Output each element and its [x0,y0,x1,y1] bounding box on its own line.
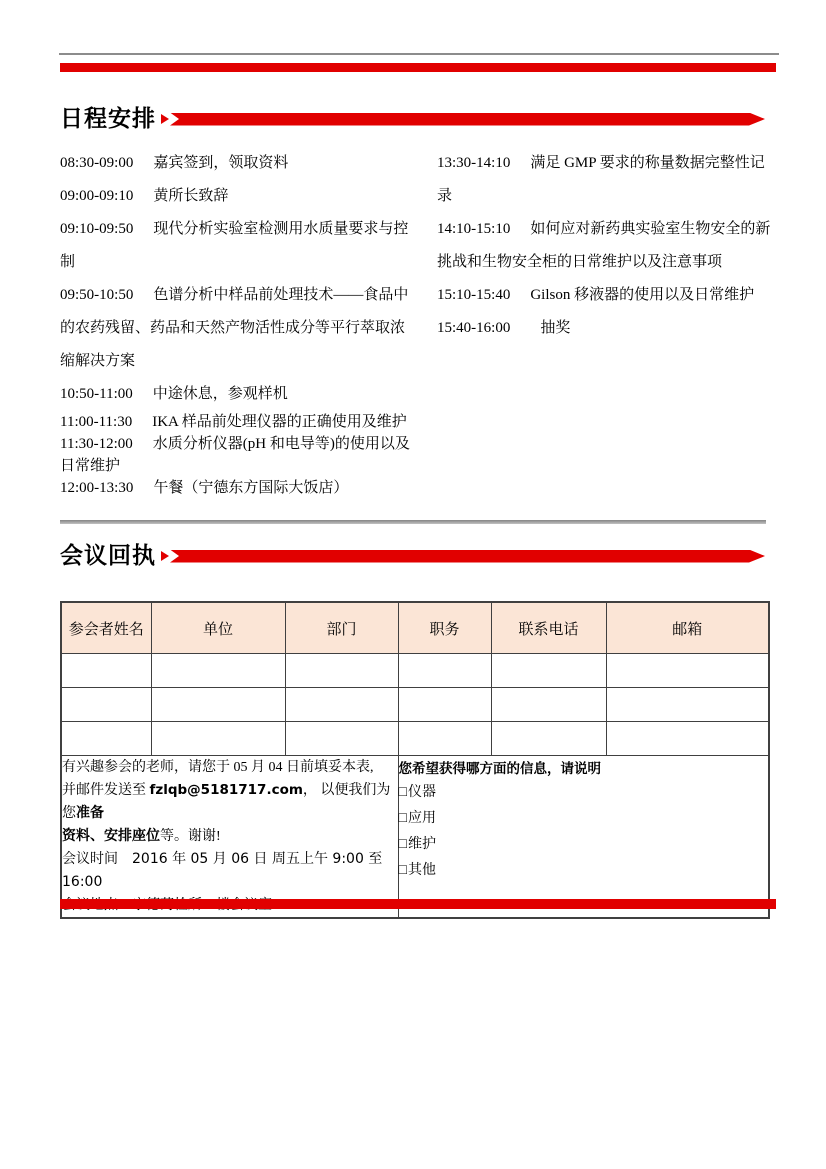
arrow-pennant-icon [161,551,169,561]
empty-input-cell[interactable] [285,654,398,688]
agenda-section-title: 日程安排 [60,106,156,132]
agenda-text: 中途休息，参观样机 [152,386,288,402]
agenda-text: IKA 样品前处理仪器的正确使用及维护 [152,414,407,430]
reply-section-header [60,541,765,571]
agenda-text: 午餐（宁德东方国际大饭店） [153,480,349,496]
note-text-bold: 准备 [76,806,104,821]
agenda-item [60,180,417,213]
note-cell [61,756,398,919]
option-label: 应用 [407,811,436,826]
empty-input-cell[interactable] [606,722,769,756]
empty-input-cell[interactable] [491,688,606,722]
note-text-bold: 资料、安排座位 [62,829,160,844]
agenda-text: 现代分析实验室检测用水质量要求与控制 [60,221,409,270]
column-header-organization: 单位 [151,602,285,654]
agenda-item [60,433,417,477]
empty-input-cell[interactable] [606,688,769,722]
note-text: ， 以便我们为您 [62,783,391,821]
agenda-time: 14:10-15:10 [437,221,511,237]
empty-input-cell[interactable] [151,654,285,688]
agenda-time: 09:00-09:10 [60,188,134,204]
arrow-bar [170,550,765,563]
note-text: 有兴趣参会的老师，请您于 05 月 04 日前填妥本表, [62,760,374,775]
note-text: 并邮件发送至 [62,783,150,798]
option-label: 其他 [407,863,436,878]
empty-input-cell[interactable] [151,688,285,722]
reply-section-title: 会议回执 [60,543,156,569]
table-row [61,654,769,688]
column-header-position: 职务 [398,602,491,654]
checkbox-icon[interactable]: □ [398,785,407,800]
info-request-cell [398,756,769,919]
empty-input-cell[interactable] [61,688,151,722]
empty-input-cell[interactable] [61,722,151,756]
agenda-item [60,411,417,433]
reply-table [60,601,770,919]
bottom-red-bar [60,899,776,909]
agenda-item [437,312,771,345]
agenda-text: 嘉宾签到，领取资料 [153,155,289,171]
empty-input-cell[interactable] [398,654,491,688]
checkbox-icon[interactable]: □ [398,811,407,826]
agenda-text: 色谱分析中样品前处理技术——食品中的农药残留、药品和天然产物活性成分等平行萃取浓缩解决方案 [60,287,409,369]
empty-input-cell[interactable] [151,722,285,756]
top-divider-line [59,53,779,55]
agenda-text: 如何应对新药典实验室生物安全的新挑战和生物安全柜的日常维护以及注意事项 [437,221,771,270]
agenda-time: 08:30-09:00 [60,155,134,171]
option-label: 仪器 [407,785,436,800]
agenda-item [437,279,771,312]
top-red-bar [60,63,776,72]
column-header-email: 邮箱 [606,602,769,654]
agenda-left-column [60,147,417,499]
table-row [61,688,769,722]
agenda-section-header [60,104,765,134]
agenda-item [60,147,417,180]
empty-input-cell[interactable] [285,722,398,756]
arrow-bar [170,113,765,126]
option-label: 维护 [407,837,436,852]
arrow-pennant-icon [161,114,169,124]
checkbox-option-application[interactable] [399,806,769,832]
agenda-time: 11:00-11:30 [60,414,133,430]
red-arrow-decoration [161,550,765,563]
checkbox-option-instrument[interactable] [399,780,769,806]
empty-input-cell[interactable] [606,654,769,688]
agenda-item [60,378,417,411]
empty-input-cell[interactable] [61,654,151,688]
agenda-time: 13:30-14:10 [437,155,511,171]
info-request-title: 您希望获得哪方面的信息，请说明 [398,761,601,777]
checkbox-icon[interactable]: □ [398,863,407,878]
red-arrow-decoration [161,113,765,126]
agenda-item [60,477,417,499]
agenda-item [437,213,771,279]
checkbox-option-other[interactable] [399,858,769,884]
section-divider-line [60,520,766,524]
agenda-time: 11:30-12:00 [60,436,133,452]
agenda-time: 10:50-11:00 [60,386,133,402]
empty-input-cell[interactable] [491,722,606,756]
empty-input-cell[interactable] [285,688,398,722]
agenda-item [60,279,417,378]
agenda-text: 黄所长致辞 [153,188,229,204]
note-line [62,756,398,779]
note-line [62,825,398,848]
table-row [61,722,769,756]
empty-input-cell[interactable] [398,722,491,756]
agenda-text: 抽奖 [540,320,571,336]
agenda-time: 12:00-13:30 [60,480,134,496]
agenda-time: 15:40-16:00 [437,320,511,336]
checkbox-option-maintenance[interactable] [399,832,769,858]
table-footer-row [61,756,769,919]
note-text: 等。谢谢! [160,829,221,844]
column-header-name: 参会者姓名 [61,602,151,654]
empty-input-cell[interactable] [491,654,606,688]
agenda-text: 满足 GMP 要求的称量数据完整性记录 [437,155,765,204]
agenda-item [437,147,771,213]
column-header-department: 部门 [285,602,398,654]
column-header-phone: 联系电话 [491,602,606,654]
agenda-time: 09:50-10:50 [60,287,134,303]
agenda-text: 水质分析仪器(pH 和电导等)的使用以及日常维护 [60,436,410,474]
agenda-item [60,213,417,279]
agenda-time: 09:10-09:50 [60,221,134,237]
empty-input-cell[interactable] [398,688,491,722]
note-line [62,779,398,825]
agenda-text: Gilson 移液器的使用以及日常维护 [530,287,755,303]
agenda-time: 15:10-15:40 [437,287,511,303]
reply-table-header-row [61,602,769,654]
agenda-right-column [437,147,771,345]
meeting-time: 会议时间 2016 年 05 月 06 日 周五上午 9:00 至 16:00 [62,851,383,890]
checkbox-icon[interactable]: □ [398,837,407,852]
contact-email: fzlqb@5181717.com [149,782,303,798]
